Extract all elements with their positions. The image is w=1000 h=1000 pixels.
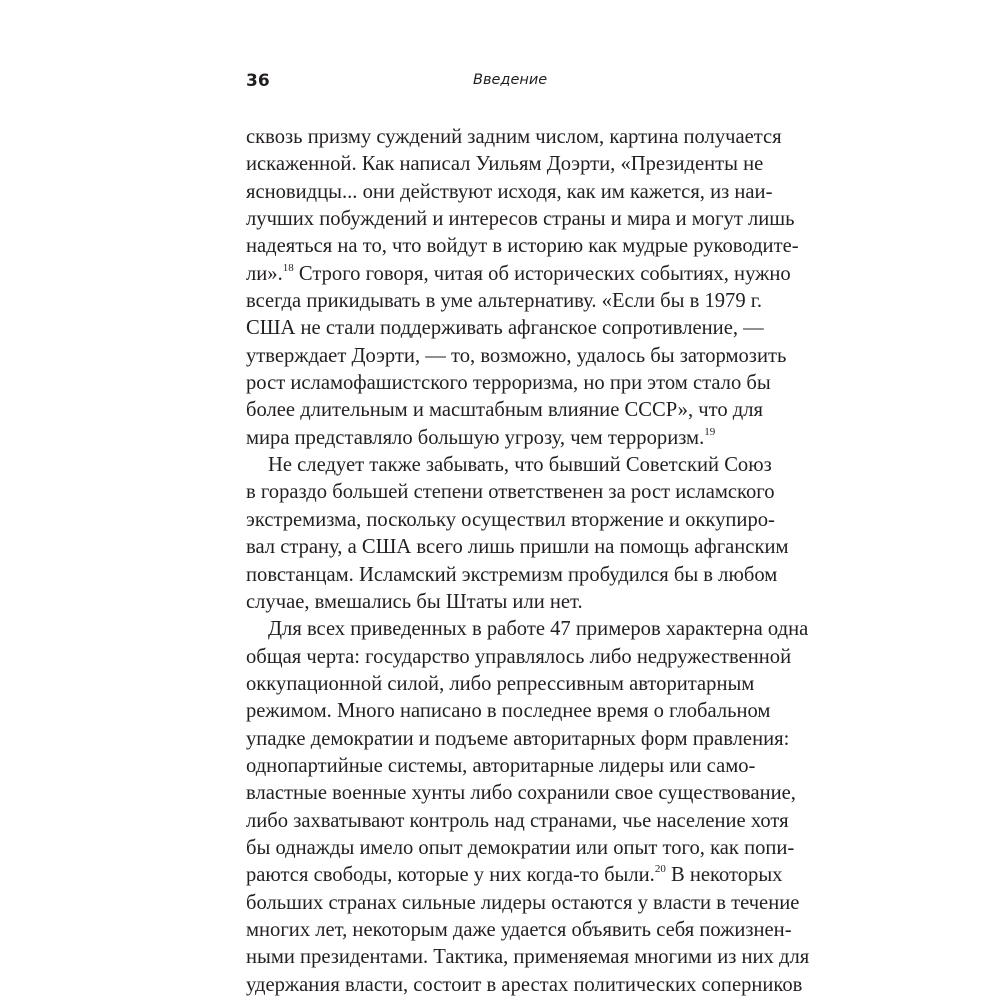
text-line [246, 425, 754, 452]
line-text: упадке демократии и подъеме авторитарных форм правления: [246, 727, 790, 750]
running-head: Введение [473, 72, 548, 88]
line-text: США не стали поддерживать афганское сопротивление, — [246, 317, 764, 340]
line-text-continued: Строго говоря, читая об исторических событиях, нужно [293, 262, 791, 285]
text-line [246, 753, 754, 780]
line-text: сквозь призму суждений задним числом, картина получается [246, 126, 782, 148]
text-line [246, 479, 775, 506]
text-line [246, 151, 764, 178]
text-line [246, 862, 783, 889]
line-text: мира представляло большую угрозу, чем терроризм. [246, 426, 705, 449]
text-line [246, 835, 795, 862]
line-text: больших странах сильные лидеры остаются у власти в течение [246, 891, 800, 914]
body-text [246, 124, 810, 999]
line-text: повстанцам. Исламский экстремизм пробудился бы в любом [246, 563, 778, 586]
text-line [246, 233, 799, 260]
text-line [246, 343, 787, 370]
text-line [246, 288, 763, 315]
line-text: ясновидцы... они действуют исходя, как им кажется, из наи- [246, 180, 773, 203]
text-line [246, 944, 810, 971]
text-line [246, 562, 778, 589]
text-line [246, 671, 754, 698]
text-line [246, 370, 771, 397]
paragraph [246, 124, 799, 452]
line-text-continued: В некоторых [665, 864, 783, 887]
paragraph [246, 452, 789, 616]
text-line [246, 534, 789, 561]
text-line [246, 616, 809, 643]
line-text: лучших побуждений и интересов страны и мира и могут лишь [246, 208, 795, 231]
line-text: ли». [246, 262, 283, 285]
line-text: либо захватывают контроль над странами, чье население хотя [246, 809, 789, 832]
text-line [246, 698, 771, 725]
text-line [246, 808, 789, 835]
text-line [246, 644, 792, 671]
line-text: властные военные хунты либо сохранили свое существование, [246, 782, 796, 805]
line-text: Не следует также забывать, что бывший Советский Союз [268, 454, 772, 477]
line-text: многих лет, некоторым даже удается объявить себя пожизнен- [246, 918, 792, 941]
text-line [246, 972, 803, 999]
line-text: утверждает Доэрти, — то, возможно, удалось бы затормозить [246, 344, 787, 367]
line-text: экстремизма, поскольку осуществил вторжение и оккупиро- [246, 508, 775, 531]
text-line [246, 780, 796, 807]
line-text: ными президентами. Тактика, применяемая многими из них для [246, 946, 810, 969]
line-text: Для всех приведенных в работе 47 примеров характерна одна [268, 618, 809, 641]
line-text: раются свободы, которые у них когда-то были. [246, 864, 655, 887]
page-number: 36 [246, 71, 270, 91]
line-text: оккупационной силой, либо репрессивным авторитарным [246, 672, 755, 695]
line-text: общая черта: государство управлялось либо недружественной [246, 645, 792, 668]
text-line [246, 507, 775, 534]
line-text: всегда прикидывать в уме альтернативу. «Если бы в 1979 г. [246, 290, 763, 313]
line-text: бы однажды имело опыт демократии или опыт того, как попи- [246, 836, 795, 859]
text-line [246, 452, 772, 479]
text-line [246, 397, 764, 424]
line-text: режимом. Много написано в последнее время о глобальном [246, 700, 771, 723]
footnote-marker[interactable]: 20 [654, 863, 666, 876]
footnote-marker[interactable]: 18 [282, 261, 294, 274]
line-text: однопартийные системы, авторитарные лидеры или само- [246, 754, 756, 777]
line-text: случае, вмешались бы Штаты или нет. [246, 590, 583, 613]
text-line [246, 315, 764, 342]
line-text: в гораздо большей степени ответственен за рост исламского [246, 481, 775, 504]
paragraph [246, 616, 810, 999]
text-line [246, 124, 782, 151]
text-line [246, 917, 792, 944]
line-text: надеяться на то, что войдут в историю как мудрые руководите- [246, 235, 799, 258]
line-text: вал страну, а США всего лишь пришли на помощь афганским [246, 536, 789, 559]
footnote-marker[interactable]: 19 [704, 425, 716, 438]
line-text: удержания власти, состоит в арестах политических соперников [246, 973, 803, 996]
line-text: искаженной. Как написал Уильям Доэрти, «Президенты не [246, 153, 764, 176]
text-line [246, 206, 795, 233]
text-line [246, 261, 791, 288]
text-line [246, 890, 800, 917]
text-line [246, 726, 790, 753]
line-text: рост исламофашистского терроризма, но при этом стало бы [246, 372, 771, 395]
text-line [246, 179, 773, 206]
line-text: более длительным и масштабным влияние СССР», что для [246, 399, 764, 422]
text-line [246, 589, 754, 616]
